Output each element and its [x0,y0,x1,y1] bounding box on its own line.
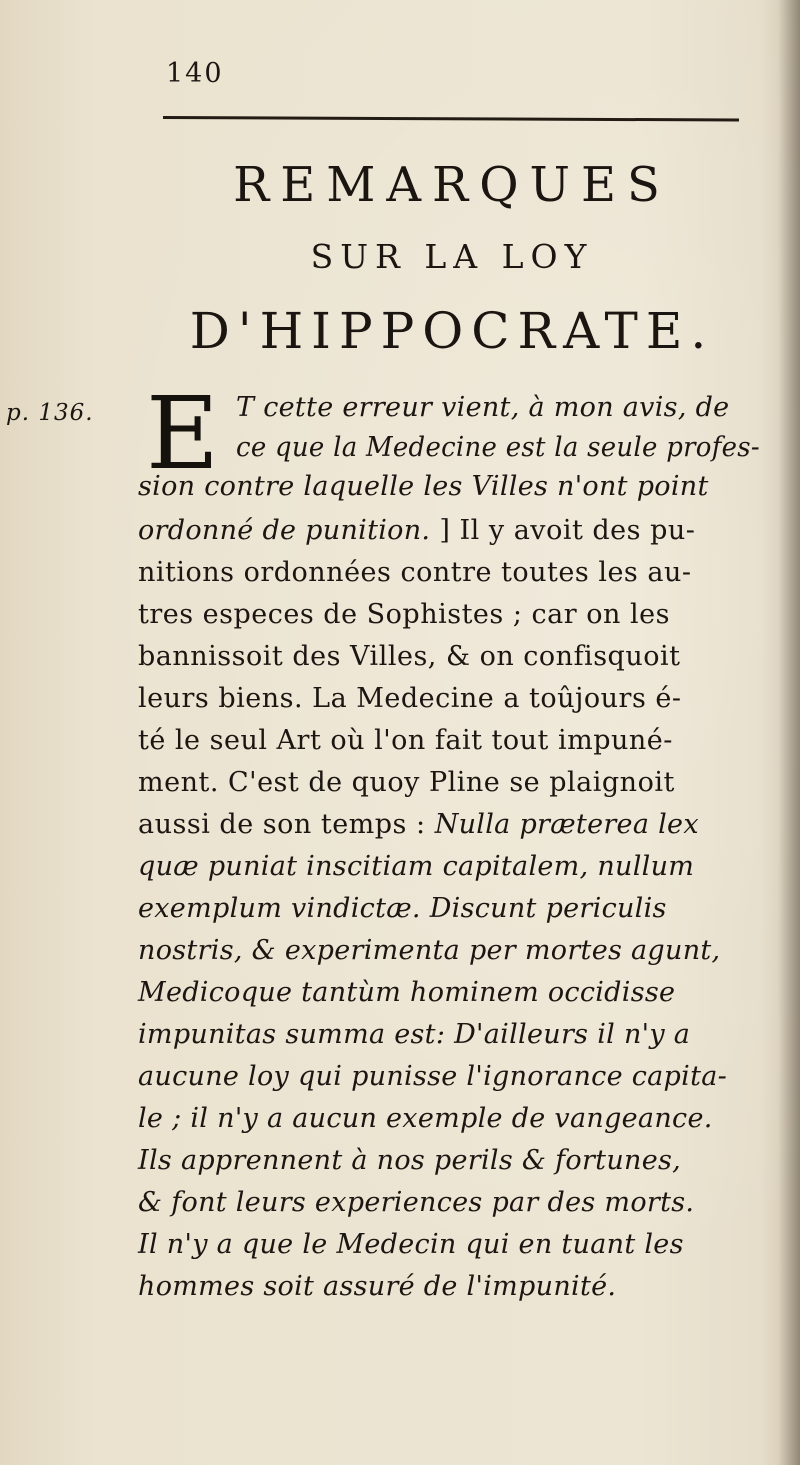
body-line-11-roman: aussi de son temps : [138,809,435,840]
body-line-4 [138,514,695,548]
body-line-6: tres especes de Sophistes ; car on les [138,599,670,630]
body-line-19: Ils apprennent à nos perils & fortunes, [138,1145,682,1176]
margin-reference: p. 136. [6,400,94,426]
body-line-13: exemplum vindictæ. Discunt periculis [138,893,667,924]
body-line-2: ce que la Medecine est la seule profes- [236,432,760,463]
drop-capital: E [146,375,219,492]
body-line-17: aucune loy qui punisse l'ignorance capita- [138,1061,728,1092]
header-rule [163,116,739,122]
title-line-1: REMARQUES [233,157,671,213]
body-line-4-roman: ] Il y avoit des pu- [430,515,696,546]
body-line-12: quæ puniat inscitiam capitalem, nullum [138,851,695,882]
body-line-10: ment. C'est de quoy Pline se plaignoit [138,767,675,798]
title-line-2: SUR LA LOY [310,237,594,276]
body-line-9: té le seul Art où l'on fait tout impuné- [138,725,673,756]
body-line-20: & font leurs experiences par des morts. [138,1187,695,1218]
body-line-22: hommes soit assuré de l'impunité. [138,1271,617,1302]
body-line-3: sion contre laquelle les Villes n'ont point [138,471,709,502]
body-line-15: Medicoque tantùm hominem occidisse [138,977,676,1008]
page-number: 140 [166,58,224,89]
body-line-7: bannissoit des Villes, & on confisquoit [138,641,681,672]
body-line-21: Il n'y a que le Medecin qui en tuant les [138,1229,684,1260]
body-line-16: impunitas summa est: D'ailleurs il n'y a [138,1019,691,1050]
page-edge-dark [778,0,800,1465]
body-line-14: nostris, & experimenta per mortes agunt, [138,935,721,966]
title-line-3: D'HIPPOCRATE. [189,302,715,360]
body-line-18: le ; il n'y a aucun exemple de vangeance. [138,1103,713,1134]
body-line-8: leurs biens. La Medecine a toûjours é- [138,683,682,714]
body-line-5: nitions ordonnées contre toutes les au- [138,557,692,588]
body-line-4-italic: ordonné de punition. [138,515,431,546]
body-line-11-italic: Nulla præterea lex [434,809,699,840]
body-line-11 [138,808,699,842]
body-line-1: T cette erreur vient, à mon avis, de [236,392,730,423]
